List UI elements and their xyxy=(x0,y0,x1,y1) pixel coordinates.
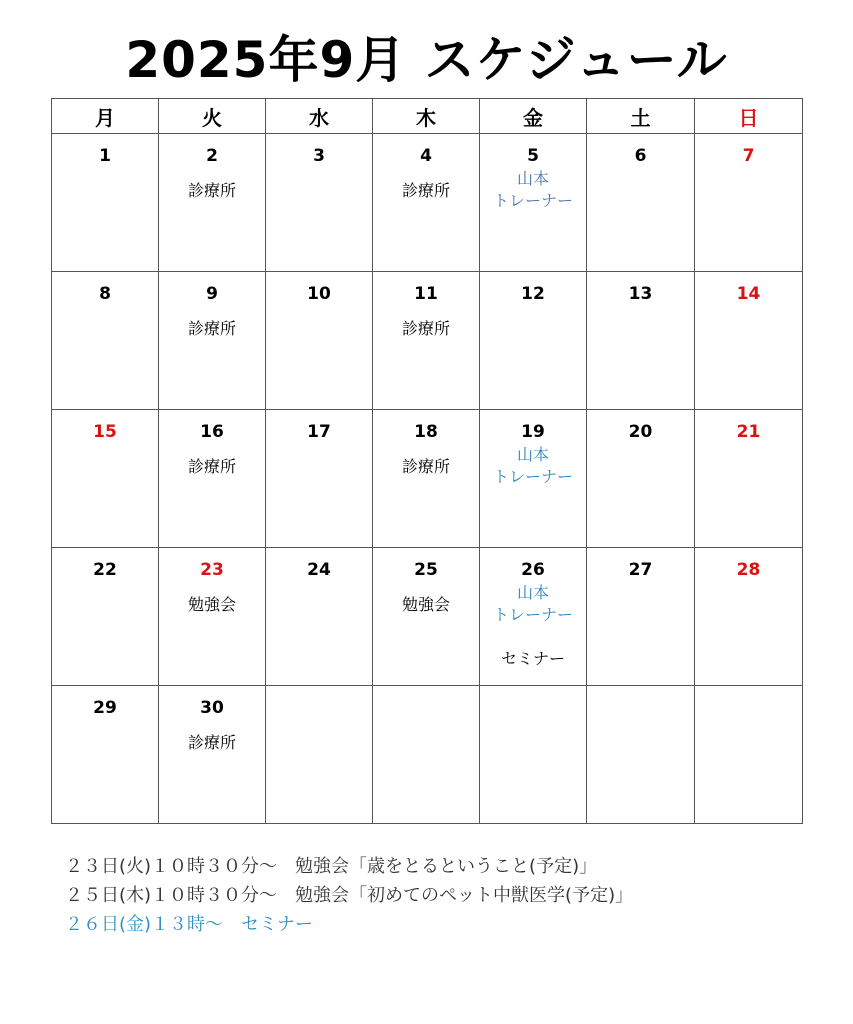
event-label: 勉強会 xyxy=(401,595,450,614)
day-number: 2 xyxy=(206,146,218,166)
day-cell xyxy=(52,410,159,548)
day-number: 10 xyxy=(307,284,331,304)
day-number: 8 xyxy=(99,284,111,304)
day-number: 30 xyxy=(200,698,224,718)
day-cell xyxy=(159,272,266,410)
day-number: 26 xyxy=(521,560,545,580)
weekday-thu: 木 xyxy=(373,99,480,134)
trainer-name: 山本 xyxy=(516,169,549,188)
event-label: 診療所 xyxy=(187,181,236,200)
event-label: 診療所 xyxy=(187,733,236,752)
event-label: 診療所 xyxy=(401,319,450,338)
note-line: ２３日(火)１０時３０分～ 勉強会「歳をとるということ(予定)」 xyxy=(65,856,598,877)
day-number: 15 xyxy=(93,422,117,442)
day-cell xyxy=(266,410,373,548)
day-number: 5 xyxy=(527,146,539,166)
day-cell xyxy=(159,410,266,548)
day-number: 13 xyxy=(628,284,653,304)
week-row xyxy=(52,410,803,548)
day-number: 21 xyxy=(736,422,761,442)
day-number: 7 xyxy=(742,146,755,166)
week-row xyxy=(52,134,803,272)
day-number: 24 xyxy=(307,560,331,580)
day-number: 9 xyxy=(206,284,218,304)
day-cell xyxy=(266,134,373,272)
event-label: 勉強会 xyxy=(187,595,236,614)
day-number: 3 xyxy=(313,146,325,166)
day-cell xyxy=(373,134,480,272)
day-cell xyxy=(159,548,266,686)
day-cell xyxy=(480,134,587,272)
day-number: 11 xyxy=(414,284,438,304)
weekday-tue: 火 xyxy=(159,99,266,134)
event-label: 診療所 xyxy=(401,181,450,200)
day-cell xyxy=(159,686,266,824)
weekday-fri: 金 xyxy=(480,99,587,134)
day-number: 14 xyxy=(736,284,761,304)
trainer-label: トレーナー xyxy=(492,605,573,624)
day-number: 27 xyxy=(628,560,653,580)
day-number: 28 xyxy=(736,560,761,580)
day-cell xyxy=(480,272,587,410)
note-line: ２６日(金)１３時～ セミナー xyxy=(65,914,314,935)
day-number: 12 xyxy=(521,284,545,304)
trainer-label: トレーナー xyxy=(492,191,573,210)
day-cell xyxy=(695,134,803,272)
day-cell xyxy=(266,272,373,410)
day-number: 22 xyxy=(93,560,117,580)
day-cell-empty xyxy=(266,686,373,824)
weekday-sun: 日 xyxy=(695,99,803,134)
day-cell-empty xyxy=(480,686,587,824)
day-cell xyxy=(587,134,695,272)
day-number: 1 xyxy=(99,146,111,166)
day-cell xyxy=(587,272,695,410)
day-cell xyxy=(373,548,480,686)
trainer-name: 山本 xyxy=(516,445,549,464)
week-row xyxy=(52,686,803,824)
day-number: 19 xyxy=(521,422,545,442)
day-number: 23 xyxy=(200,560,224,580)
day-number: 29 xyxy=(93,698,117,718)
day-cell-empty xyxy=(695,686,803,824)
calendar-grid xyxy=(51,98,803,824)
day-number: 6 xyxy=(634,146,647,166)
day-cell xyxy=(587,410,695,548)
day-number: 17 xyxy=(307,422,331,442)
day-cell xyxy=(695,272,803,410)
day-cell-empty xyxy=(587,686,695,824)
event-label: 診療所 xyxy=(187,319,236,338)
day-cell xyxy=(587,548,695,686)
week-row xyxy=(52,548,803,686)
day-number: 4 xyxy=(420,146,432,166)
day-cell xyxy=(373,272,480,410)
event-label: 診療所 xyxy=(187,457,236,476)
day-number: 18 xyxy=(414,422,438,442)
page-title: 2025年9月 スケジュール xyxy=(125,31,728,89)
day-cell xyxy=(52,272,159,410)
schedule-notes xyxy=(65,852,633,939)
week-row xyxy=(52,272,803,410)
seminar-label: セミナー xyxy=(500,649,565,668)
day-cell xyxy=(52,134,159,272)
day-cell xyxy=(373,410,480,548)
day-cell xyxy=(52,548,159,686)
weekday-mon: 月 xyxy=(52,99,159,134)
day-cell xyxy=(480,548,587,686)
day-cell xyxy=(159,134,266,272)
day-cell xyxy=(480,410,587,548)
trainer-label: トレーナー xyxy=(492,467,573,486)
day-cell xyxy=(266,548,373,686)
day-number: 25 xyxy=(414,560,438,580)
day-number: 20 xyxy=(628,422,653,442)
day-cell xyxy=(695,548,803,686)
weekday-sat: 土 xyxy=(587,99,695,134)
note-line: ２５日(木)１０時３０分～ 勉強会「初めてのペット中獣医学(予定)」 xyxy=(65,885,634,906)
weekday-wed: 水 xyxy=(266,99,373,134)
day-cell xyxy=(695,410,803,548)
weekday-header-row xyxy=(52,99,803,134)
day-cell xyxy=(52,686,159,824)
event-label: 診療所 xyxy=(401,457,450,476)
day-number: 16 xyxy=(200,422,224,442)
trainer-name: 山本 xyxy=(516,583,549,602)
day-cell-empty xyxy=(373,686,480,824)
